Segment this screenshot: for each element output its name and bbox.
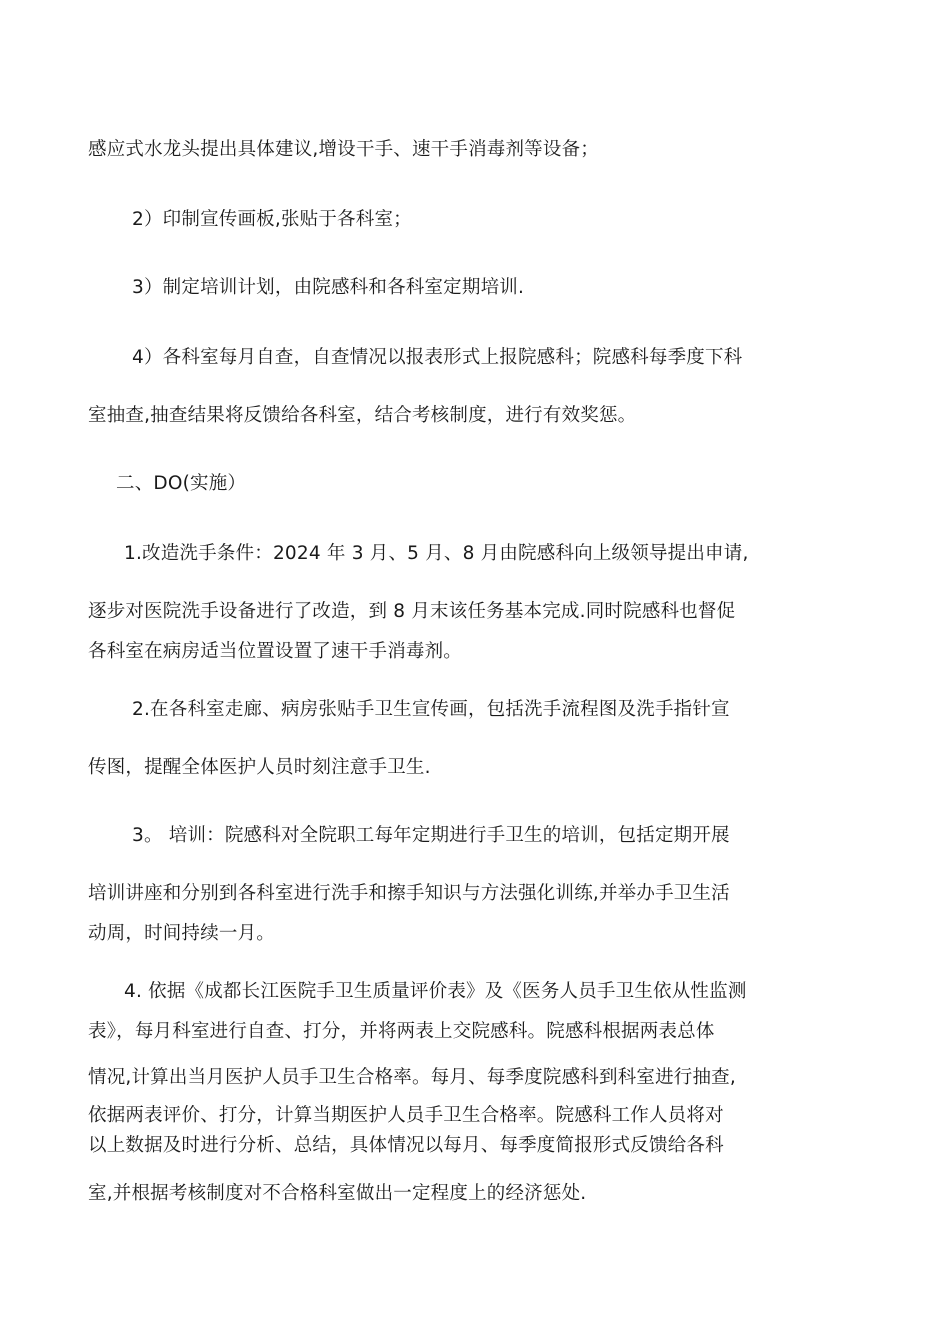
item-2-line: 2.在各科室走廊、病房张贴手卫生宣传画，包括洗手流程图及洗手指针宣 bbox=[132, 699, 730, 720]
item-1-line: 逐步对医院洗手设备进行了改造，到 8 月末该任务基本完成.同时院感科也督促 bbox=[88, 601, 736, 622]
item-4-line: 表》，每月科室进行自查、打分，并将两表上交院感科。院感科根据两表总体 bbox=[88, 1021, 715, 1042]
item-2-line: 传图，提醒全体医护人员时刻注意手卫生. bbox=[88, 757, 431, 778]
item-4-line: 室,并根据考核制度对不合格科室做出一定程度上的经济惩处. bbox=[88, 1183, 587, 1204]
list-item-4: 4）各科室每月自查，自查情况以报表形式上报院感科；院感科每季度下科 bbox=[132, 347, 743, 368]
item-3-line: 动周，时间持续一月。 bbox=[88, 923, 276, 944]
item-3-line: 培训讲座和分别到各科室进行洗手和擦手知识与方法强化训练,并举办手卫生活 bbox=[88, 883, 730, 904]
paragraph-line: 室抽查,抽查结果将反馈给各科室，结合考核制度，进行有效奖惩。 bbox=[88, 405, 637, 426]
item-1-line: 各科室在病房适当位置设置了速干手消毒剂。 bbox=[88, 641, 463, 662]
list-item-3: 3）制定培训计划，由院感科和各科室定期培训. bbox=[132, 277, 525, 298]
item-3-line: 3。 培训：院感科对全院职工每年定期进行手卫生的培训，包括定期开展 bbox=[132, 825, 730, 846]
item-4-line: 依据两表评价、打分，计算当期医护人员手卫生合格率。院感科工作人员将对 bbox=[88, 1105, 724, 1126]
section-heading: 二、DO(实施） bbox=[116, 473, 247, 494]
paragraph-line: 感应式水龙头提出具体建议,增设干手、速干手消毒剂等设备； bbox=[88, 139, 599, 160]
item-4-line: 情况,计算出当月医护人员手卫生合格率。每月、每季度院感科到科室进行抽查, bbox=[88, 1067, 736, 1088]
list-item-2: 2）印制宣传画板,张贴于各科室； bbox=[132, 209, 412, 230]
item-1-line: 1.改造洗手条件：2024 年 3 月、5 月、8 月由院感科向上级领导提出申请, bbox=[124, 543, 749, 564]
item-4-line: 4. 依据《成都长江医院手卫生质量评价表》及《医务人员手卫生依从性监测 bbox=[124, 981, 747, 1002]
item-4-line: 以上数据及时进行分析、总结，具体情况以每月、每季度简报形式反馈给各科 bbox=[88, 1135, 724, 1156]
